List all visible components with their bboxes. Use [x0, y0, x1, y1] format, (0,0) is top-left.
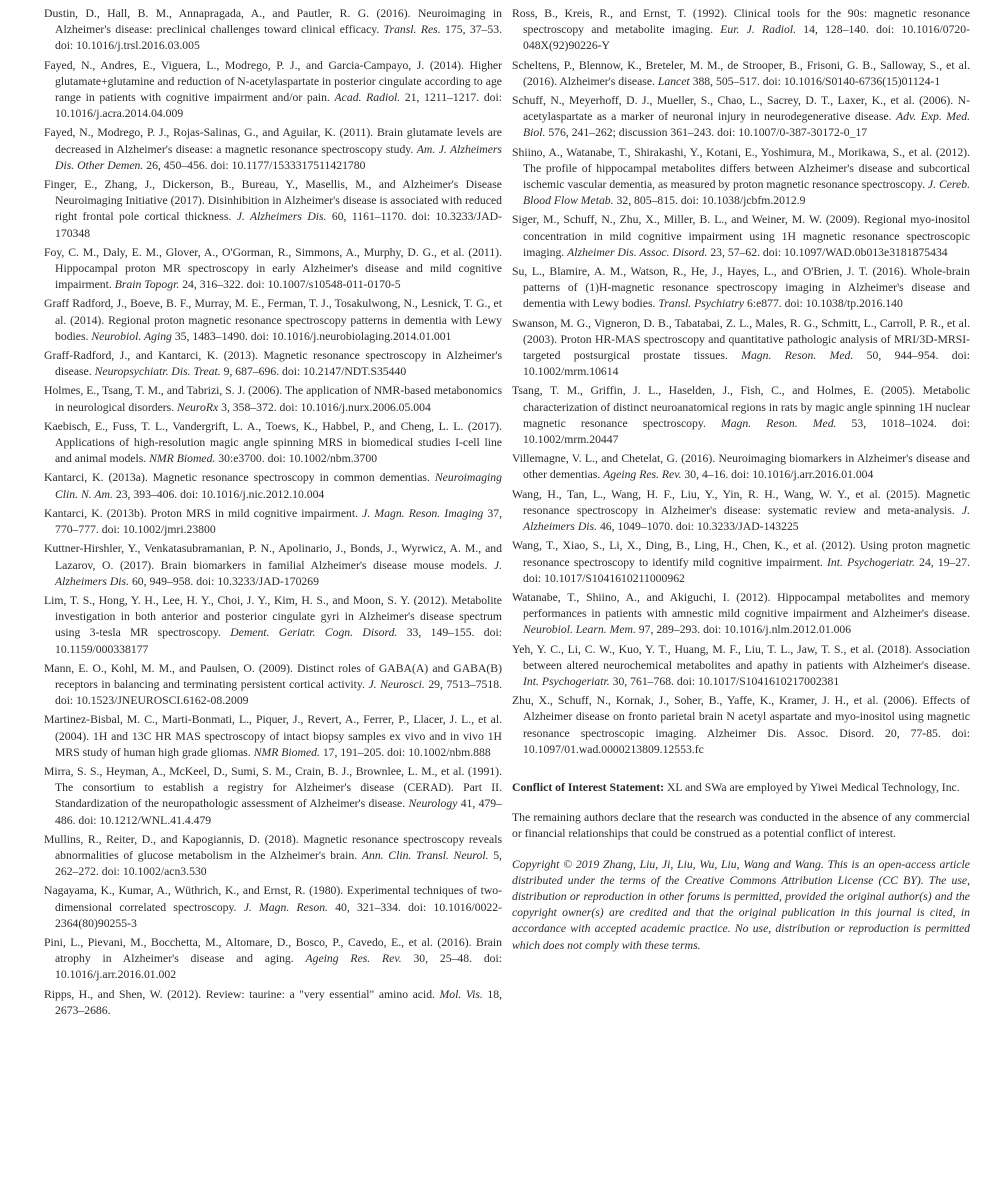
reference-entry: [512, 264, 970, 313]
reference-volume-doi: 35, 1483–1490. doi: 10.1016/j.neurobiolaging.2014.01.001: [171, 329, 452, 343]
reference-volume-doi: 23, 57–62. doi: 10.1097/WAD.0b013e3181875434: [707, 245, 948, 259]
reference-volume-doi: 50, 944–954. doi: 10.1002/mrm.10614: [523, 349, 970, 379]
left-column: [44, 6, 502, 1201]
reference-text: Pini, L., Pievani, M., Bocchetta, M., Altomare, D., Bosco, P., Cavedo, E., et al. (2016). Brain atrophy in Alzheimer's disease and aging.: [44, 935, 502, 966]
reference-entry: [44, 832, 502, 881]
reference-entry: [512, 145, 970, 210]
reference-volume-doi: 46, 1049–1070. doi: 10.3233/JAD-143225: [597, 520, 799, 534]
reference-text: Wang, H., Tan, L., Wang, H. F., Liu, Y., Yin, R. H., Wang, W. Y., et al. (2015). Magnetic resonance spectroscopy in Alzheimer's disease: systematic review and meta-analysis.: [512, 487, 970, 517]
reference-volume-doi: 9, 687–696. doi: 10.2147/NDT.S35440: [220, 365, 407, 379]
reference-entry: [512, 316, 970, 381]
reference-text: Nagayama, K., Kumar, A., Wüthrich, K., and Ernst, R. (1980). Experimental techniques of two-dimensional correlated spectroscopy.: [44, 884, 502, 914]
reference-volume-doi: 17, 191–205. doi: 10.1002/nbm.888: [319, 745, 491, 759]
journal-name: Brain Topogr.: [114, 278, 180, 292]
reference-volume-doi: 41, 479–486. doi: 10.1212/WNL.41.4.479: [55, 797, 502, 827]
reference-entry: [44, 177, 502, 242]
journal-name: J. Cereb. Blood Flow Metab.: [523, 178, 971, 208]
journal-name: Magn. Reson. Med.: [720, 416, 837, 430]
reference-entry: [44, 348, 502, 380]
reference-text: Scheltens, P., Blennow, K., Breteler, M. M., de Strooper, B., Frisoni, G. B., Salloway, S., et al. (2016). Alzheimer's disease.: [512, 58, 970, 88]
reference-volume-doi: 3, 358–372. doi: 10.1016/j.nurx.2006.05.004: [218, 400, 431, 414]
reference-entry: [512, 538, 970, 587]
reference-entry: [44, 470, 502, 502]
reference-volume-doi: 30, 4–16. doi: 10.1016/j.arr.2016.01.004: [681, 468, 874, 482]
journal-name: Neuroimaging Clin. N. Am.: [55, 471, 502, 501]
journal-name: J. Magn. Reson.: [243, 900, 328, 914]
reference-text: Siger, M., Schuff, N., Zhu, X., Miller, B. L., and Weiner, M. W. (2009). Regional myo-inositol concentration in mild cognitive impairment using 1H magnetic resonance spectroscopic imaging.: [512, 213, 970, 259]
reference-volume-doi: 97, 289–293. doi: 10.1016/j.nlm.2012.01.006: [635, 623, 852, 637]
reference-text: Ripps, H., and Shen, W. (2012). Review: taurine: a "very essential" amino acid.: [44, 987, 440, 1001]
reference-entry: [44, 245, 502, 294]
reference-volume-doi: 24, 316–322. doi: 10.1007/s10548-011-0170-5: [179, 278, 401, 292]
reference-text: Kantarci, K. (2013b). Proton MRS in mild cognitive impairment.: [44, 506, 363, 520]
journal-name: J. Magn. Reson. Imaging: [362, 506, 484, 520]
reference-entry: [44, 987, 502, 1019]
journal-name: J. Alzheimers Dis.: [55, 558, 502, 588]
reference-entry: [44, 506, 502, 538]
reference-entry: [44, 712, 502, 761]
reference-volume-doi: 388, 505–517. doi: 10.1016/S0140-6736(15)01124-1: [689, 74, 941, 88]
reference-text: Martinez-Bisbal, M. C., Marti-Bonmati, L., Piquer, J., Revert, A., Ferrer, P., Llacer, J. L., et al. (2004). 1H and 13C HR MAS spectroscopy of intact biopsy samples ex vivo and in vivo 1H MRS study of human high grade gliomas.: [44, 713, 502, 759]
journal-name: NMR Biomed.: [253, 745, 320, 759]
reference-text: Mirra, S. S., Heyman, A., McKeel, D., Sumi, S. M., Crain, B. J., Brownlee, L. M., et al. (1991). The consortium to establish a registry for Alzheimer's disease (CERAD). Part II. Standardization of the neuropathologic assessment of Alzheimer's disease.: [44, 764, 502, 811]
reference-volume-doi: 60, 1161–1170. doi: 10.3233/JAD-170348: [55, 210, 502, 240]
reference-volume-doi: 60, 949–958. doi: 10.3233/JAD-170269: [129, 574, 319, 588]
conflict-text: XL and SWa are employed by Yiwei Medical Technology, Inc.: [664, 780, 960, 794]
reference-text: Graff-Radford, J., and Kantarci, K. (2013). Magnetic resonance spectroscopy in Alzheimer's disease.: [44, 349, 502, 379]
reference-volume-doi: 53, 1018–1024. doi: 10.1002/mrm.20447: [523, 416, 970, 447]
reference-text: Zhu, X., Schuff, N., Kornak, J., Soher, B., Yaffe, K., Kramer, J. H., et al. (2006). Effects of Alzheimer disease on fronto parietal brain N acetyl aspartate and myo-inositol using magnetic resonance spectroscopic imaging. Alzheimer Dis. Assoc. Disord. 20, 77-85. doi: 10.1097/01.wad.0000213809.12553.fc: [512, 694, 970, 756]
remaining-authors-statement: The remaining authors declare that the research was conducted in the absence of any commercial or financial relationships that could be construed as a potential conflict of interest.: [512, 811, 970, 841]
reference-entry: [44, 6, 502, 55]
reference-entry: [44, 883, 502, 932]
reference-entry: [512, 383, 970, 448]
reference-text: Lim, T. S., Hong, Y. H., Lee, H. Y., Choi, J. Y., Kim, H. S., and Moon, S. Y. (2012). Metabolite investigation in both anterior and posterior cingulate gyri in Alzheimer's disease spectrum using 3-tesla MR spectroscopy.: [44, 593, 502, 640]
reference-volume-doi: 24, 19–27. doi: 10.1017/S1041610211000962: [523, 555, 971, 585]
reference-text: Watanabe, T., Shiino, A., and Akiguchi, I. (2012). Hippocampal metabolites and memory performances in patients with amnestic mild cognitive impairment and Alzheimer's disease.: [512, 590, 970, 621]
reference-volume-doi: 40, 321–334. doi: 10.1016/0022-2364(80)90255-3: [55, 900, 502, 930]
journal-name: Ann. Clin. Transl. Neurol.: [361, 848, 489, 862]
reference-volume-doi: 18, 2673–2686.: [55, 987, 502, 1017]
journal-name: Lancet: [657, 74, 690, 88]
reference-text: Fayed, N., Andres, E., Viguera, L., Modrego, P. J., and Garcia-Campayo, J. (2014). Higher glutamate+glutamine and reduction of N-acetylaspartate in posterior cingulate according to age range in patients with cognitive impairment and/or pain.: [44, 58, 502, 105]
reference-text: Tsang, T. M., Griffin, J. L., Haselden, J., Fish, C., and Holmes, E. (2005). Metabolic characterization of distinct neuroanatomical regions in rats by magic angle spinning 1H nuclear magnetic resonance spectroscopy.: [512, 384, 970, 430]
reference-entry: [512, 642, 970, 691]
reference-entry: [44, 935, 502, 984]
conflict-label: Conflict of Interest Statement:: [512, 780, 665, 794]
journal-name: Am. J. Alzheimers Dis. Other Demen.: [55, 142, 502, 172]
journal-name: Transl. Psychiatry: [658, 297, 745, 311]
reference-volume-doi: 14, 128–140. doi: 10.1016/0720-048X(92)90226-Y: [523, 23, 970, 53]
reference-volume-doi: 32, 805–815. doi: 10.1038/jcbfm.2012.9: [613, 194, 806, 208]
journal-name: Magn. Reson. Med.: [741, 349, 854, 363]
journal-name: Adv. Exp. Med. Biol.: [523, 110, 970, 140]
reference-entry: [512, 451, 970, 483]
reference-volume-doi: 26, 450–456. doi: 10.1177/1533317511421780: [143, 158, 366, 172]
reference-entry: [512, 6, 970, 55]
journal-name: Neurobiol. Aging: [91, 329, 172, 343]
journal-name: Neurology: [408, 797, 458, 811]
reference-entry: [512, 212, 970, 261]
reference-entry: [512, 58, 970, 90]
reference-text: Kantarci, K. (2013a). Magnetic resonance spectroscopy in common dementias.: [44, 471, 435, 485]
reference-entry: [512, 693, 970, 758]
reference-entry: [44, 419, 502, 468]
reference-text: Schuff, N., Meyerhoff, D. J., Mueller, S., Chao, L., Sacrey, D. T., Laxer, K., et al. (2006). N-acetylaspartate as a marker of neuronal injury in neurodegenerative disease.: [512, 94, 970, 124]
reference-volume-doi: 29, 7513–7518. doi: 10.1523/JNEUROSCI.6162-08.2009: [55, 677, 502, 708]
reference-text: Yeh, Y. C., Li, C. W., Kuo, Y. T., Huang, M. F., Liu, T. L., Jaw, T. S., et al. (2018). Association between altered neurochemical metabolites and apathy in patients with Alzheimer's disease.: [512, 642, 970, 672]
reference-volume-doi: 21, 1211–1217. doi: 10.1016/j.acra.2014.04.009: [55, 91, 503, 121]
reference-text: Villemagne, V. L., and Chetelat, G. (2016). Neuroimaging biomarkers in Alzheimer's disease and other dementias.: [512, 452, 970, 482]
reference-text: Kuttner-Hirshler, Y., Venkatasubramanian, P. N., Apolinario, J., Bonds, J., Wyrwicz, A. M., and Lazarov, O. (2017). Brain biomarkers in familial Alzheimer's disease mouse models.: [44, 542, 502, 572]
journal-name: J. Alzheimers Dis.: [236, 210, 327, 224]
reference-entry: [512, 590, 970, 639]
reference-entry: [44, 764, 502, 829]
reference-text: Foy, C. M., Daly, E. M., Glover, A., O'Gorman, R., Simmons, A., Murphy, D. G., et al. (2011). Hippocampal proton MR spectroscopy in early Alzheimer's disease and mild cognitive impairment.: [44, 245, 502, 292]
reference-entry: [44, 296, 502, 345]
reference-volume-doi: 175, 37–53. doi: 10.1016/j.trsl.2016.03.005: [55, 23, 502, 53]
journal-name: Eur. J. Radiol.: [720, 23, 797, 37]
journal-name: Acad. Radiol.: [334, 91, 401, 105]
reference-entry: [44, 661, 502, 710]
reference-volume-doi: 30, 25–48. doi: 10.1016/j.arr.2016.01.002: [55, 952, 502, 982]
reference-text: Holmes, E., Tsang, T. M., and Tabrizi, S. J. (2006). The application of NMR-based metabonomics in neurological disorders.: [44, 384, 502, 414]
reference-text: Wang, T., Xiao, S., Li, X., Ding, B., Ling, H., Chen, K., et al. (2012). Using proton magnetic resonance spectroscopy to identify mild cognitive impairment.: [512, 539, 970, 569]
reference-entry: [44, 383, 502, 415]
journal-name: J. Neurosci.: [368, 677, 425, 691]
journal-name: Int. Psychogeriatr.: [523, 674, 610, 688]
reference-text: Mullins, R., Reiter, D., and Kapogiannis, D. (2018). Magnetic resonance spectroscopy reveals abnormalities of glucose metabolism in the Alzheimer's brain.: [44, 832, 502, 862]
reference-entry: [44, 58, 502, 123]
reference-text: Su, L., Blamire, A. M., Watson, R., He, J., Hayes, L., and O'Brien, J. T. (2016). Whole-brain patterns of (1)H-magnetic resonance spectroscopy imaging in Alzheimer's disease and dementia with Lewy bodies.: [512, 265, 970, 311]
reference-entry: [44, 541, 502, 590]
journal-name: Ageing Res. Rev.: [305, 952, 402, 966]
reference-text: Mann, E. O., Kohl, M. M., and Paulsen, O. (2009). Distinct roles of GABA(A) and GABA(B) receptors in balancing and terminating persistent cortical activity.: [44, 661, 502, 691]
journal-name: Neuropsychiatr. Dis. Treat.: [94, 365, 221, 379]
journal-name: Alzheimer Dis. Assoc. Disord.: [567, 245, 708, 259]
reference-volume-doi: 5, 262–272. doi: 10.1002/acn3.530: [55, 848, 502, 879]
reference-text: Dustin, D., Hall, B. M., Annapragada, A., and Pautler, R. G. (2016). Neuroimaging in Alzheimer's disease: preclinical challenges toward clinical efficacy.: [44, 7, 502, 37]
reference-entry: [44, 593, 502, 658]
journal-name: Int. Psychogeriatr.: [827, 555, 915, 569]
journal-name: Transl. Res.: [383, 23, 441, 37]
reference-text: Shiino, A., Watanabe, T., Shirakashi, Y., Kotani, E., Yoshimura, M., Morikawa, S., et al. (2012). The profile of hippocampal metabolites differs between Alzheimer's disease and subcortical ischemic vascular dementia, as measured by proton magnetic resonance spectroscopy.: [512, 145, 970, 192]
reference-entry: [512, 487, 970, 536]
journal-name: Neurobiol. Learn. Mem.: [523, 623, 636, 637]
reference-text: Finger, E., Zhang, J., Dickerson, B., Bureau, Y., Masellis, M., and Alzheimer's Disease Neuroimaging Initiative (2017). Disinhibition in Alzheimer's disease is associated with reduced right frontal pole cortical thickness.: [44, 178, 502, 224]
journal-name: Ageing Res. Rev.: [603, 468, 682, 482]
conflict-of-interest-statement: [512, 780, 970, 796]
reference-entry: [44, 125, 502, 174]
copyright-notice: Copyright © 2019 Zhang, Liu, Ji, Liu, Wu, Liu, Wang and Wang. This is an open-access article distributed under the terms of the Creative Commons Attribution License (CC BY). The use, distribution or reproduction in other forums is permitted, provided the original author(s) and the copyright owner(s) are credited and that the original publication in this journal is cited, in accordance with accepted academic practice. No use, distribution or reproduction is permitted which does not comply with these terms.: [512, 857, 970, 952]
reference-volume-doi: 6:e877. doi: 10.1038/tp.2016.140: [744, 297, 903, 311]
right-reference-list: [512, 6, 970, 758]
journal-name: NMR Biomed.: [149, 452, 216, 466]
reference-text: Fayed, N., Modrego, P. J., Rojas-Salinas, G., and Aguilar, K. (2011). Brain glutamate levels are decreased in Alzheimer's disease: a magnetic resonance spectroscopy study.: [44, 126, 502, 156]
reference-entry: [512, 93, 970, 142]
reference-volume-doi: 576, 241–262; discussion 361–243. doi: 10.1007/0-387-30172-0_17: [545, 126, 868, 140]
reference-text: Kaebisch, E., Fuss, T. L., Vandergrift, L. A., Toews, K., Habbel, P., and Cheng, L. L. (2017). Applications of high-resolution magic angle spinning MRS in biomedical studies I-cell line and animal models.: [44, 419, 502, 466]
reference-volume-doi: 30, 761–768. doi: 10.1017/S1041610217002381: [609, 674, 840, 688]
reference-text: Graff Radford, J., Boeve, B. F., Murray, M. E., Ferman, T. J., Tosakulwong, N., Lesnick, T. G., et al. (2014). Regional proton magnetic resonance spectroscopy patterns in dementia with Lewy bodies.: [44, 297, 502, 343]
reference-volume-doi: 37, 770–777. doi: 10.1002/jmri.23800: [55, 506, 502, 537]
right-column: [512, 6, 970, 1201]
reference-text: Swanson, M. G., Vigneron, D. B., Tabatabai, Z. L., Males, R. G., Schmitt, L., Carroll, P. R., et al. (2003). Proton HR-MAS spectroscopy and quantitative pathologic analysis of MRI/3D-MRSI-targeted postsurgical prostate tissues.: [512, 316, 970, 363]
reference-text: Ross, B., Kreis, R., and Ernst, T. (1992). Clinical tools for the 90s: magnetic resonance spectroscopy and metabolite imaging.: [512, 7, 970, 37]
journal-name: J. Alzheimers Dis.: [523, 503, 970, 534]
reference-volume-doi: 23, 393–406. doi: 10.1016/j.nic.2012.10.004: [112, 487, 325, 501]
journal-name: Dement. Geriatr. Cogn. Disord.: [230, 626, 398, 640]
journal-name: NeuroRx: [177, 400, 219, 414]
reference-volume-doi: 33, 149–155. doi: 10.1159/000338177: [55, 626, 502, 656]
reference-volume-doi: 30:e3700. doi: 10.1002/nbm.3700: [215, 452, 378, 466]
journal-name: Mol. Vis.: [439, 987, 483, 1001]
